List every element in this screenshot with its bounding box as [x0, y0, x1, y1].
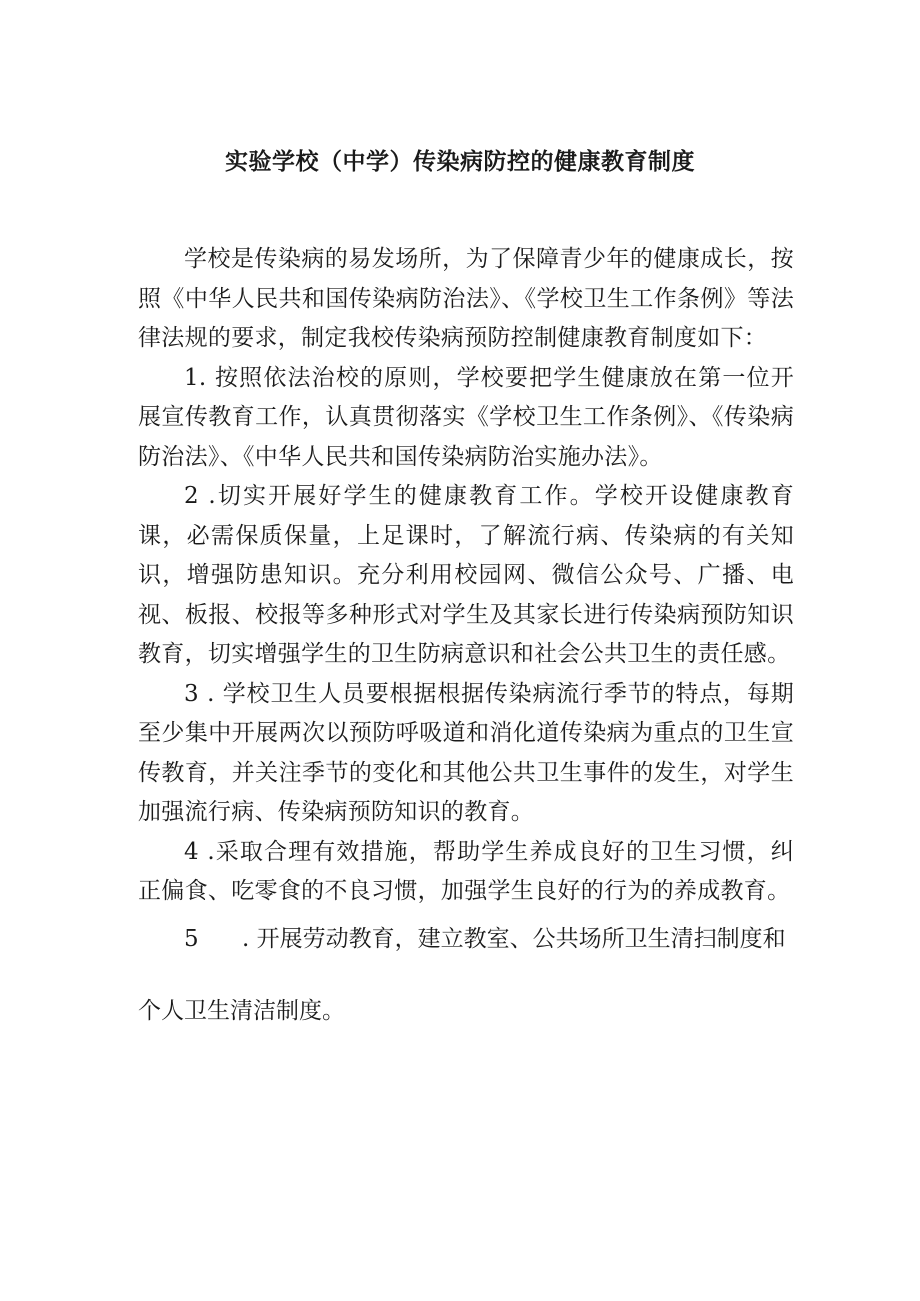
item-3-paragraph: 3 . 学校卫生人员要根据根据传染病流行季节的特点，每期至少集中开展两次以预防呼吸道和消化道传染病为重点的卫生宣传教育，并关注季节的变化和其他公共卫生事件的发生，对学生加强流行病、传染病预防知识的教育。 — [138, 680, 794, 825]
item-4-paragraph: 4 .采取合理有效措施，帮助学生养成良好的卫生习惯，纠正偏食、吃零食的不良习惯，加强学生良好的行为的养成教育。 — [138, 838, 794, 904]
document-title: 实验学校（中学）传染病防控的健康教育制度 — [225, 149, 695, 175]
item-5-continuation: 个人卫生清洁制度。 — [138, 998, 345, 1024]
item-2-paragraph: 2 .切实开展好学生的健康教育工作。学校开设健康教育课，必需保质保量，上足课时，了解流行病、传染病的有关知识，增强防患知识。充分利用校园网、微信公众号、广播、电视、板报、校报等多种形式对学生及其家长进行传染病预防知识教育，切实增强学生的卫生防病意识和社会公共卫生的责任感。 — [138, 483, 794, 667]
item-5-paragraph — [138, 920, 794, 960]
item-5-text: . 开展劳动教育，建立教室、公共场所卫生清扫制度和 — [242, 925, 786, 952]
item-1-paragraph: 1. 按照依法治校的原则，学校要把学生健康放在第一位开展宣传教育工作，认真贯彻落实《学校卫生工作条例》、《传染病防治法》、《中华人民共和国传染病防治实施办法》。 — [138, 364, 794, 470]
document-body — [138, 240, 794, 1032]
item-5-number: 5 — [184, 925, 199, 952]
intro-paragraph: 学校是传染病的易发场所，为了保障青少年的健康成长，按照《中华人民共和国传染病防治法》、《学校卫生工作条例》等法律法规的要求，制定我校传染病预防控制健康教育制度如下： — [138, 246, 794, 351]
